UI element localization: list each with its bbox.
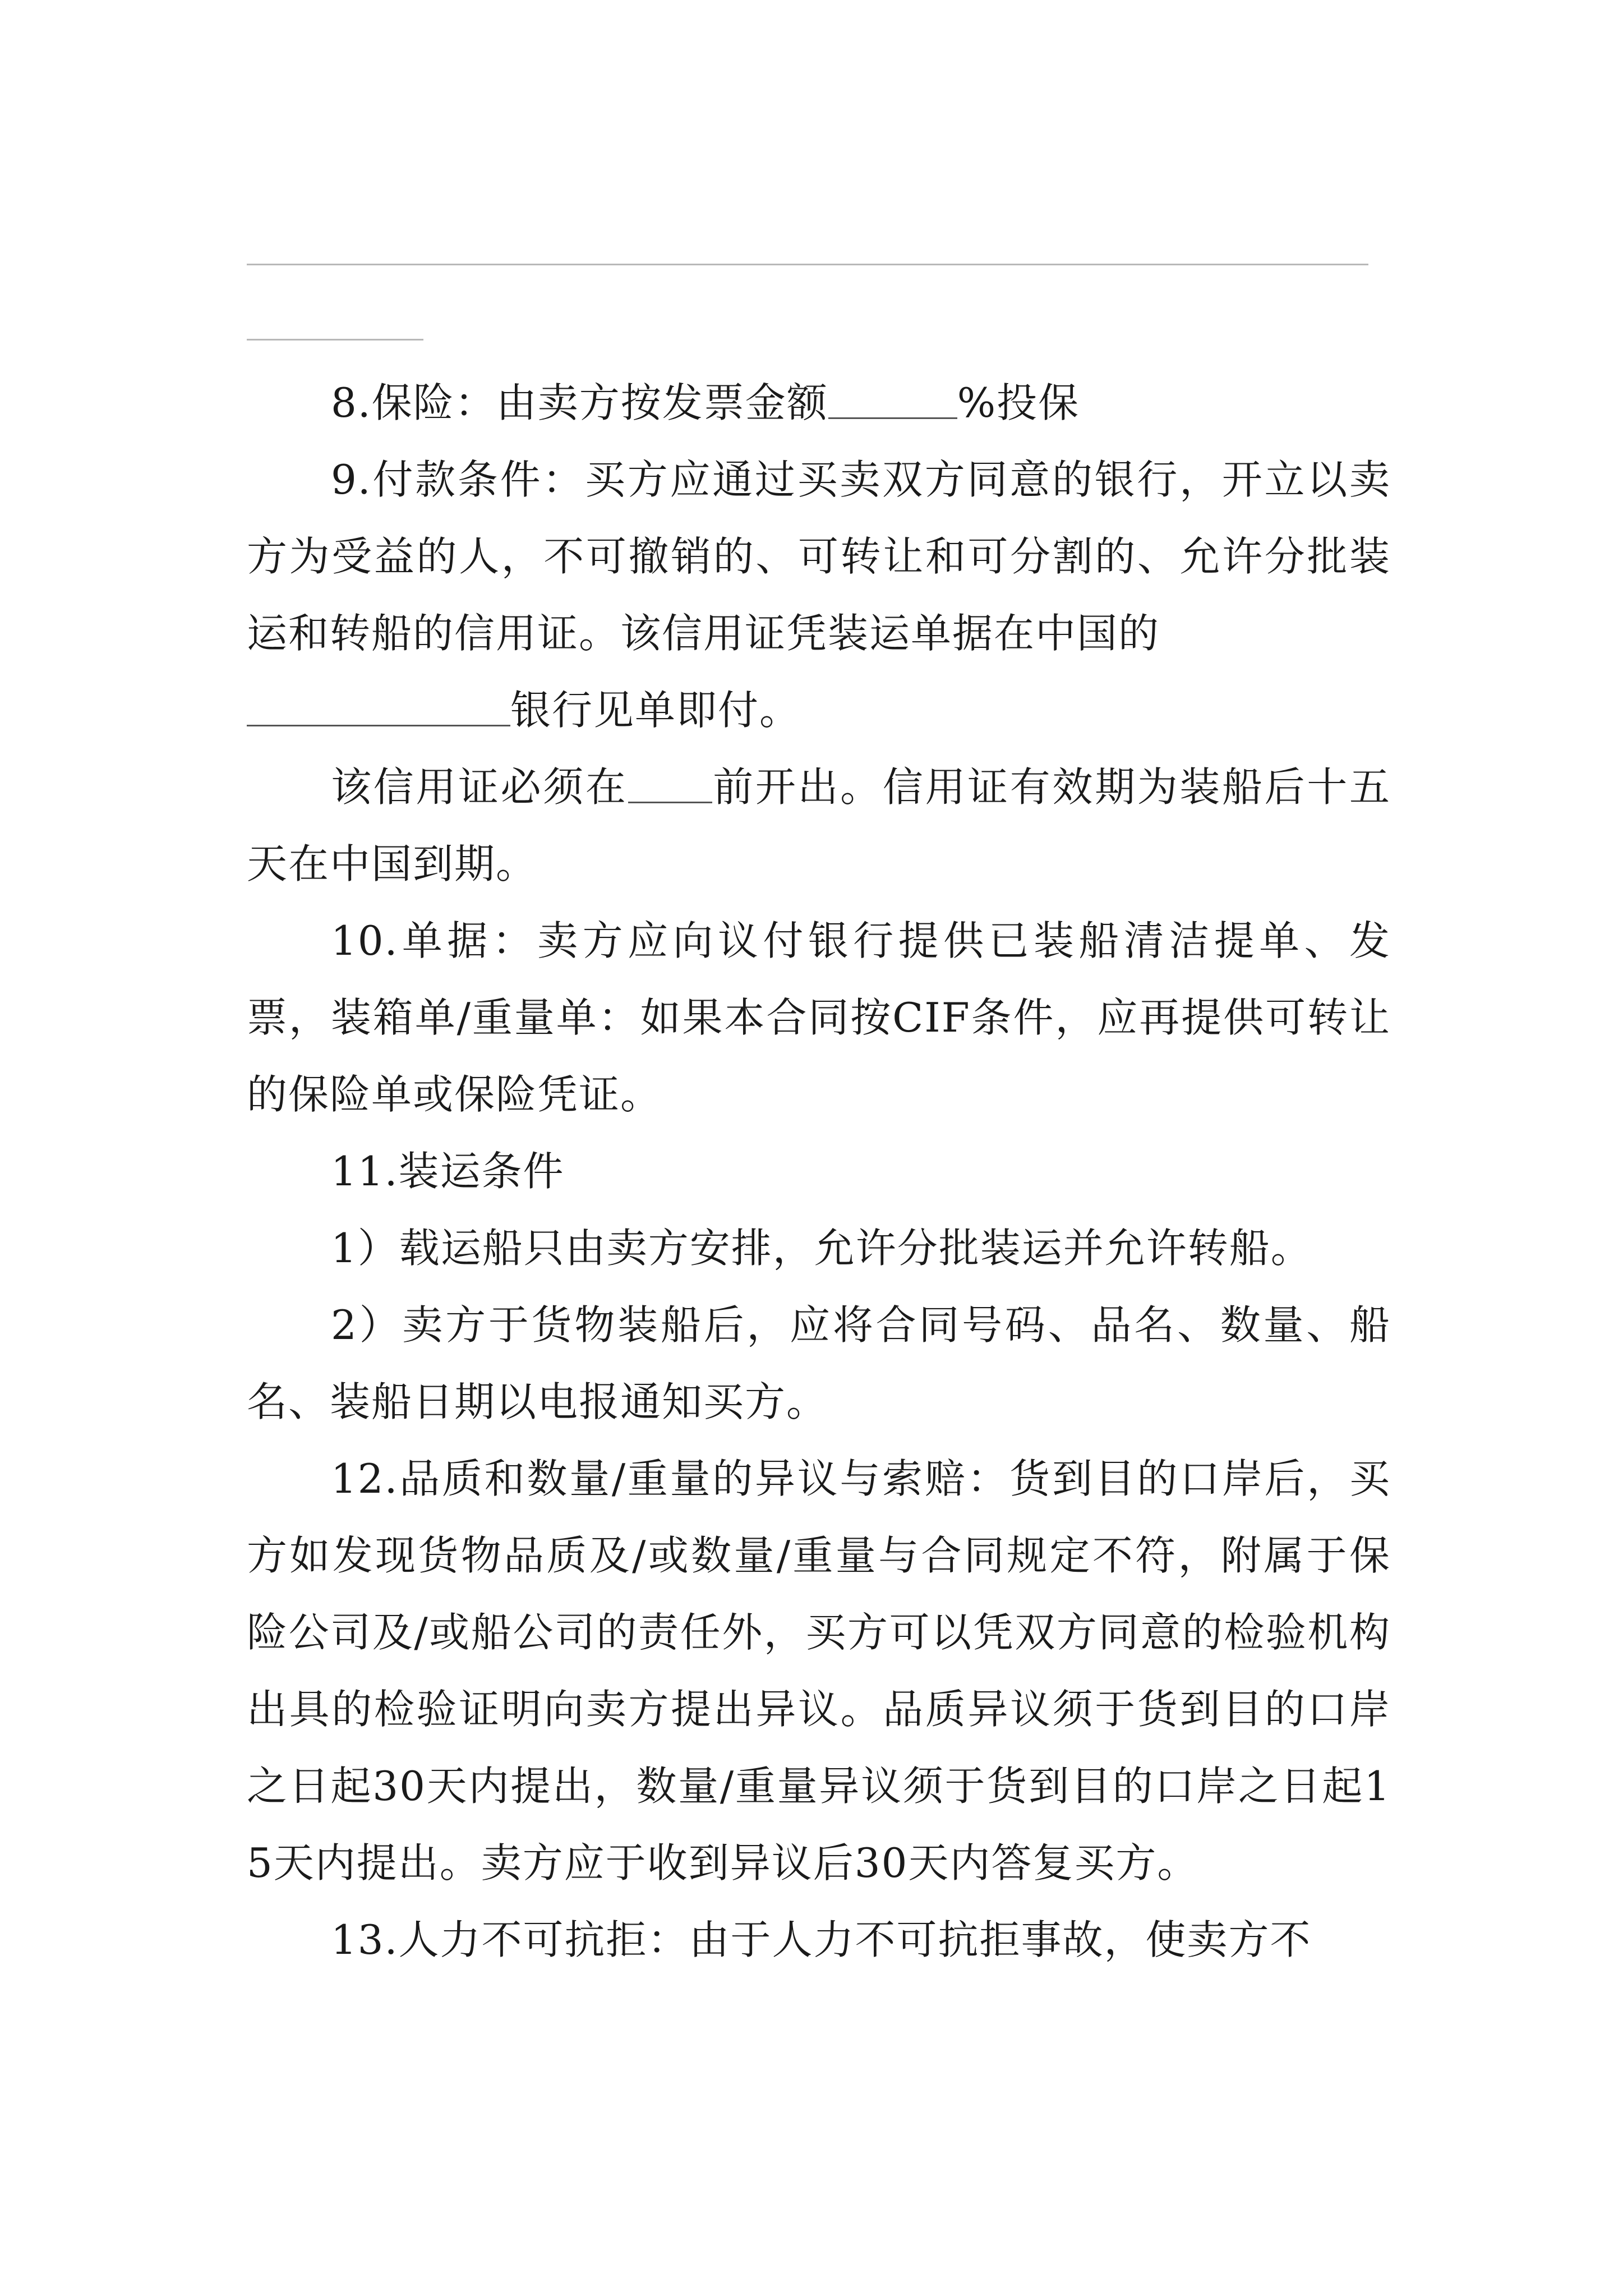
clause-payment	[247, 441, 1391, 749]
clause-shipment-item-2: 2）卖方于货物装船后，应将合同号码、品名、数量、船名、装船日期以电报通知买方。	[247, 1301, 1391, 1425]
clause-payment-text: 9.付款条件：买方应通过买卖双方同意的银行，开立以卖方为受益的人，不可撤销的、可转让和可分割的、允许分批装运和转船的信用证。该信用证凭装运单据在中国的	[247, 456, 1391, 657]
clause-shipment: 11.装运条件	[331, 1148, 565, 1195]
clause-insurance-suffix: %投保	[957, 379, 1080, 426]
clause-lc-validity	[247, 749, 1391, 903]
blank-line-short	[247, 339, 423, 341]
clause-insurance-text: 8.保险：由卖方按发票金额	[331, 379, 828, 426]
clause-lc-validity-suffix: 前开出。信用证有效期为装船后十五天在中国到期。	[247, 763, 1391, 887]
clause-lc-validity-text: 该信用证必须在	[331, 763, 628, 811]
blank-line-long	[247, 264, 1368, 265]
fill-blank-bank	[247, 691, 510, 726]
fill-blank-percent	[828, 384, 957, 419]
clause-claims: 12.品质和数量/重量的异议与索赔：货到目的口岸后，买方如发现货物品质及/或数量/重量与合同规定不符，附属于保险公司及/或船公司的责任外，买方可以凭双方同意的检验机构出具的检验证明向卖方提出异议。品质异议须于货到目的口岸之日起30天内提出，数量/重量异议须于货到目的口岸之日起15天内提出。卖方应于收到异议后30天内答复买方。	[247, 1455, 1391, 1887]
clause-documents: 10.单据：卖方应向议付银行提供已装船清洁提单、发票，装箱单/重量单：如果本合同按CIF条件，应再提供可转让的保险单或保险凭证。	[247, 917, 1391, 1118]
fill-blank-date	[628, 768, 712, 803]
clause-payment-suffix: 银行见单即付。	[510, 687, 801, 734]
contract-body	[247, 365, 1391, 1978]
clause-insurance	[247, 365, 1391, 441]
clause-force-majeure: 13.人力不可抗拒：由于人力不可抗拒事故，使卖方不	[331, 1916, 1312, 1963]
clause-shipment-item-1: 1）载运船只由卖方安排，允许分批装运并允许转船。	[331, 1225, 1312, 1272]
